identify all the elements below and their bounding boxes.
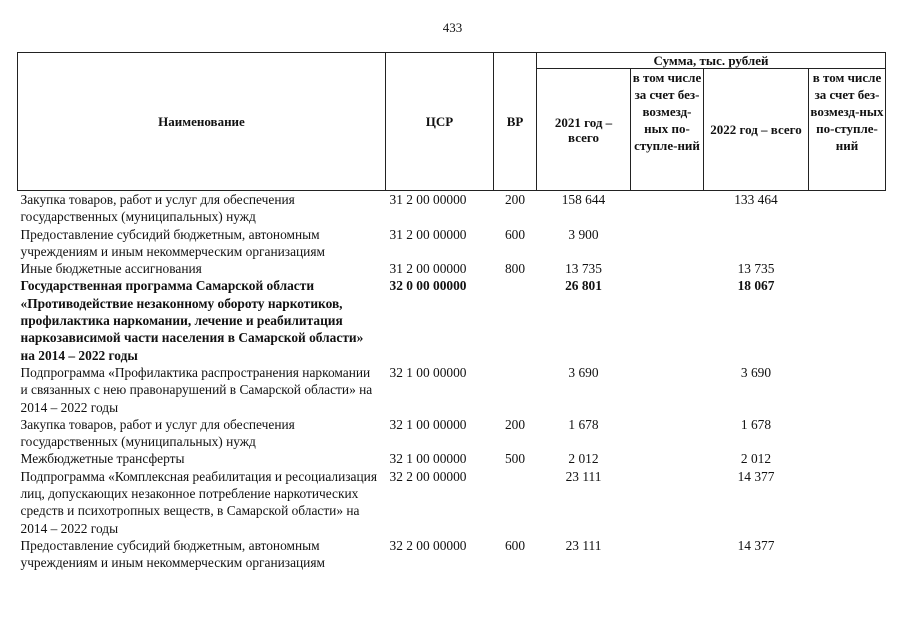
page-number: 433: [442, 20, 463, 35]
row-2021-free: [631, 277, 704, 363]
header-2022-total: 2022 год – всего: [704, 69, 809, 191]
row-2022-free: [809, 226, 886, 261]
row-2022-total: 2 012: [740, 451, 772, 467]
row-2022-total: 3 690: [740, 364, 772, 380]
row-2021-total: 23 111: [565, 468, 602, 484]
row-2022-total: 14 377: [737, 468, 775, 484]
header-name: Наименование: [18, 53, 386, 191]
row-name: Иные бюджетные ассигнования: [20, 261, 202, 277]
row-csr: 32 0 00 00000: [389, 278, 467, 294]
row-csr: 31 2 00 00000: [389, 226, 467, 242]
row-2022-total: [704, 226, 809, 261]
row-2022-free: [809, 468, 886, 537]
row-2022-free: [809, 450, 886, 467]
row-2022-total: 14 377: [737, 537, 775, 553]
row-2022-free: [809, 537, 886, 572]
header-vr: ВР: [494, 53, 537, 191]
row-2022-total: 18 067: [737, 278, 775, 294]
row-csr: 31 2 00 00000: [389, 261, 467, 277]
row-2021-free: [631, 191, 704, 226]
row-2021-free: [631, 364, 704, 416]
row-2022-total: 13 735: [737, 261, 775, 277]
row-name: Подпрограмма «Профилактика распространения наркомании и связанных с нею правонарушений в Самарской области» на 2014 – 2022 годы: [20, 364, 373, 415]
row-name: Подпрограмма «Комплексная реабилитация и ресоциализация лиц, допускающих незаконное потребление наркотических средств и психотропных веществ, в Самарской области» на 2014 – 2022 годы: [20, 468, 377, 536]
table-row: [18, 468, 886, 537]
row-2021-total: 13 735: [565, 261, 602, 277]
row-name: Предоставление субсидий бюджетным, автономным учреждениям и иным некоммерческим организациям: [20, 537, 325, 571]
header-2021-free: в том числе за счет без-возмезд-ных по-ступле-ний: [631, 69, 704, 191]
row-2022-free: [809, 191, 886, 226]
row-vr: [494, 277, 537, 363]
row-2022-total: 133 464: [734, 192, 778, 207]
row-name: Предоставление субсидий бюджетным, автономным учреждениям и иным некоммерческим организациям: [20, 226, 325, 259]
row-2022-total: 1 678: [740, 416, 772, 432]
table-header: [18, 53, 886, 191]
table-body: [18, 191, 886, 572]
row-csr: 32 2 00 00000: [389, 468, 467, 484]
row-2021-free: [631, 260, 704, 277]
row-vr: [494, 468, 537, 537]
row-2022-free: [809, 260, 886, 277]
row-2022-free: [809, 364, 886, 416]
row-name: Межбюджетные трансферты: [20, 451, 185, 467]
table-row: [18, 277, 886, 363]
row-csr: 32 1 00 00000: [389, 451, 467, 467]
header-sum-group: Сумма, тыс. рублей: [537, 53, 886, 69]
row-2021-total: 158 644: [561, 192, 606, 207]
row-2021-total: 23 111: [565, 537, 602, 553]
row-csr: 31 2 00 00000: [389, 192, 467, 207]
row-vr: 500: [504, 451, 526, 467]
row-vr: 200: [504, 416, 526, 432]
row-name: Государственная программа Самарской области «Противодействие незаконному обороту наркотиков, профилактика наркомании, лечение и реабилитация наркозависимой части населения в Самарской области» на 2014 – 2022 годы: [20, 278, 364, 363]
row-csr: 32 1 00 00000: [389, 364, 467, 380]
table-row: [18, 537, 886, 572]
table-row: [18, 450, 886, 467]
table-row: [18, 226, 886, 261]
table-row: [18, 416, 886, 451]
row-name: Закупка товаров, работ и услуг для обеспечения государственных (муниципальных) нужд: [20, 416, 295, 450]
row-2021-free: [631, 416, 704, 451]
row-name: Закупка товаров, работ и услуг для обеспечения государственных (муниципальных) нужд: [20, 192, 295, 225]
row-2021-total: 3 690: [568, 364, 599, 380]
table-row: [18, 260, 886, 277]
row-vr: 600: [504, 537, 526, 553]
row-2021-free: [631, 537, 704, 572]
row-vr: 600: [504, 226, 526, 242]
budget-table: [17, 52, 886, 572]
row-2021-total: 1 678: [568, 416, 599, 432]
header-csr: ЦСР: [386, 53, 494, 191]
row-2021-free: [631, 450, 704, 467]
row-2021-total: 2 012: [568, 451, 599, 467]
row-vr: 200: [504, 192, 526, 207]
row-2021-total: 26 801: [565, 278, 602, 294]
header-2021-total: 2021 год – всего: [537, 69, 631, 191]
row-csr: 32 1 00 00000: [389, 416, 467, 432]
row-2021-free: [631, 226, 704, 261]
row-2022-free: [809, 416, 886, 451]
row-2021-free: [631, 468, 704, 537]
row-vr: [494, 364, 537, 416]
row-csr: 32 2 00 00000: [389, 537, 467, 553]
table-row: [18, 364, 886, 416]
row-2021-total: 3 900: [568, 226, 599, 242]
header-2022-free: в том числе за счет без-возмезд-ных по-ступле-ний: [809, 69, 886, 191]
row-2022-free: [809, 277, 886, 363]
table-row: [18, 191, 886, 226]
row-vr: 800: [504, 261, 526, 277]
